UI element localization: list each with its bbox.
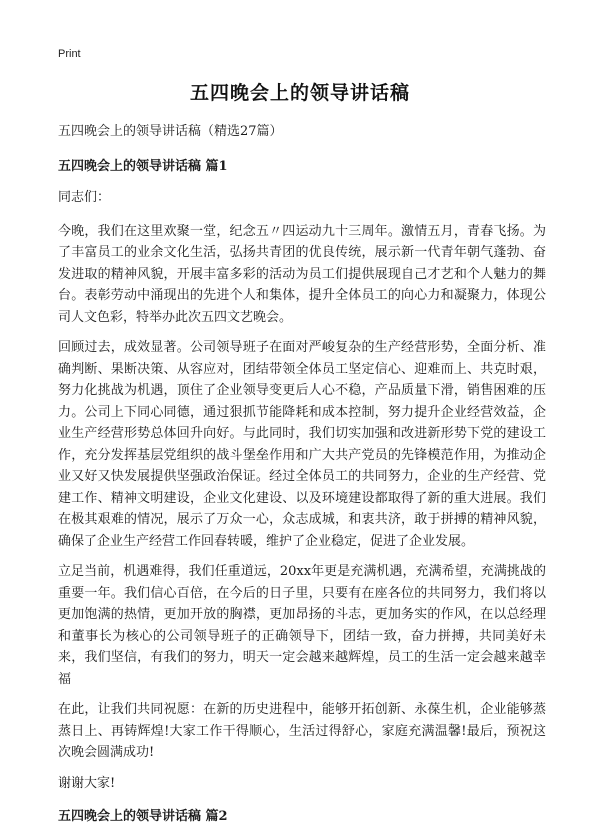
- document-subtitle: 五四晚会上的领导讲话稿（精选27篇）: [58, 124, 283, 139]
- section-heading-1: 五四晚会上的领导讲话稿 篇1: [58, 158, 228, 174]
- closing-thanks: 谢谢大家!: [58, 775, 116, 791]
- paragraph-review: 回顾过去，成效显著。公司领导班子在面对严峻复杂的生产经营形势，全面分析、准确判断、果断决策、从容应对，团结带领全体员工坚定信心、迎难而上、共克时艰，努力化挑战为机遇，顶住了企业领导变更后人心不稳，产品质量下滑，销售困难的压力。公司上下同心同德，通过狠抓节能降耗和成本控制，努力提升企业经营效益，企业生产经营形势总体回升向好。与此同时，我们切实加强和改进新形势下党的建设工作，充分发挥基层党组织的战斗堡垒作用和广大共产党员的先锋模范作用，为推动企业又好又快发展提供坚强政治保证。经过全体员工的共同努力，企业的生产经营、党建工作、精神文明建设，企业文化建设、以及环境建设都取得了新的重大进展。我们在极其艰难的情况，展示了万众一心，众志成城，和衷共济，敢于拼搏的精神风貌，确保了企业生产经营工作回春转暖，维护了企业稳定，促进了企业发展。: [58, 340, 546, 549]
- paragraph-present: 立足当前，机遇难得，我们任重道远，20xx年更是充满机遇，充满希望，充满挑战的重要一年。我们信心百倍，在今后的日子里，只要有在座各位的共同努力，我们将以更加饱满的热情，更加开放的胸襟，更加昂扬的斗志，更加务实的作风，在以总经理和董事长为核心的公司领导班子的正确领导下，团结一致，奋力拼搏，共同美好未来，我们坚信，有我们的努力，明天一定会越来越辉煌，员工的生活一定会越来越幸福: [58, 564, 546, 687]
- paragraph-wishes: 在此，让我们共同祝愿：在新的历史进程中，能够开拓创新、永葆生机，企业能够蒸蒸日上、再铸辉煌!大家工作干得顺心，生活过得舒心，家庭充满温馨!最后，预祝这次晚会圆满成功!: [58, 702, 546, 760]
- greeting: 同志们：: [58, 190, 111, 205]
- document-title: 五四晚会上的领导讲话稿: [189, 82, 410, 104]
- print-label[interactable]: Print: [58, 48, 81, 60]
- paragraph-intro: 今晚，我们在这里欢聚一堂，纪念五〃四运动九十三周年。激情五月，青春飞扬。为了丰富员工的业余文化生活，弘扬共青团的优良传统，展示新一代青年朝气蓬勃、奋发进取的精神风貌，开展丰富多彩的活动为员工们提供展现自己才艺和个人魅力的舞台。表彰劳动中涌现出的先进个人和集体，提升全体员工的向心力和凝聚力，体现公司人文色彩，特举办此次五四文艺晚会。: [58, 223, 546, 325]
- section-heading-2: 五四晚会上的领导讲话稿 篇2: [58, 809, 228, 824]
- document-body: [58, 121, 546, 838]
